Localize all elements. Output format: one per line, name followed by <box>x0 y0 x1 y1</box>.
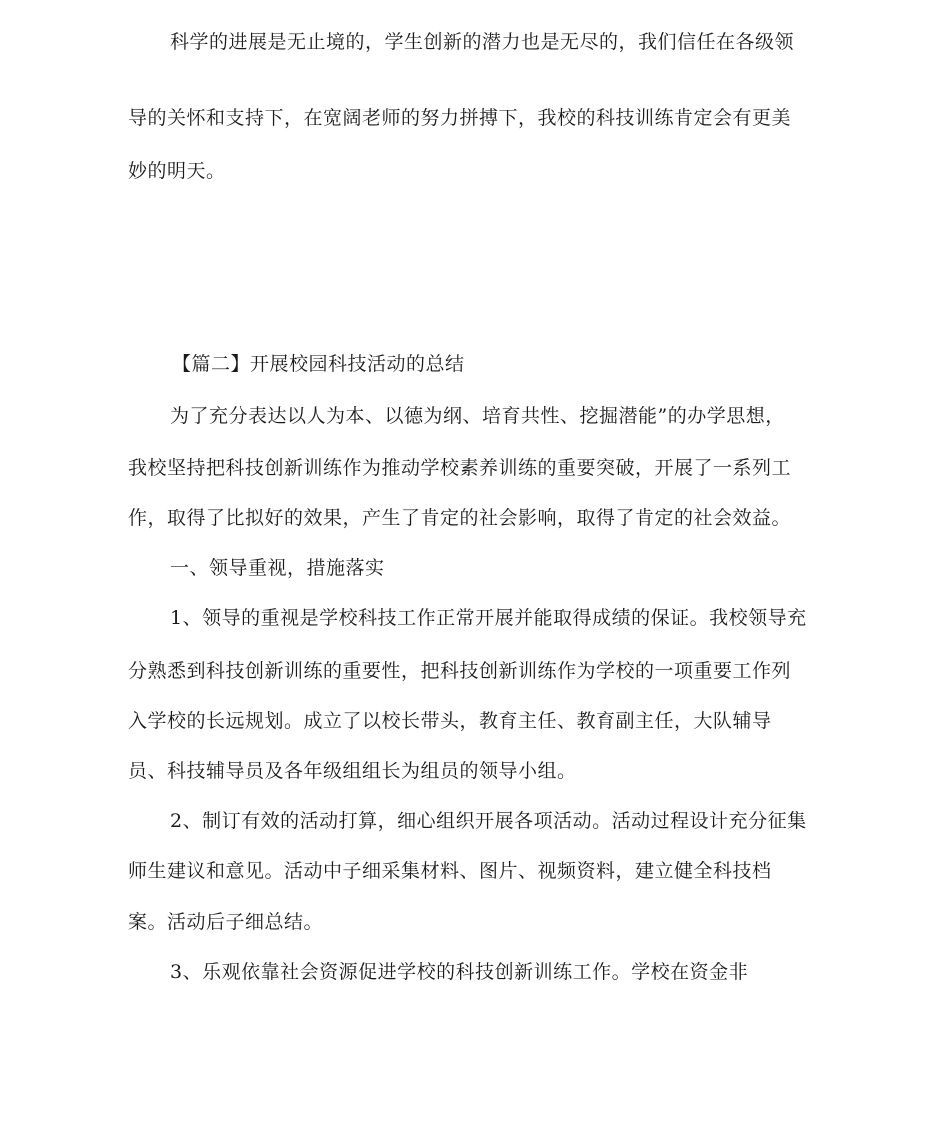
paragraph-line: 员、科技辅导员及各年级组组长为组员的领导小组。 <box>128 760 577 782</box>
paragraph-line: 3、乐观依靠社会资源促进学校的科技创新训练工作。学校在资金非 <box>170 961 749 983</box>
paragraph-line: 科学的进展是无止境的，学生创新的潜力也是无尽的，我们信任在各级领 <box>170 31 795 53</box>
paragraph-line: 我校坚持把科技创新训练作为推动学校素养训练的重要突破，开展了一系列工 <box>128 457 792 479</box>
paragraph-line: 案。活动后子细总结。 <box>128 911 324 933</box>
paragraph-line: 作，取得了比拟好的效果，产生了肯定的社会影响，取得了肯定的社会效益。 <box>128 507 792 529</box>
paragraph-line: 妙的明天。 <box>128 160 226 182</box>
paragraph-line: 导的关怀和支持下，在宽阔老师的努力拼搏下，我校的科技训练肯定会有更美 <box>128 107 792 129</box>
paragraph-line: 入学校的长远规划。成立了以校长带头，教育主任、教育副主任，大队辅导 <box>128 710 772 732</box>
paragraph-line: 2、制订有效的活动打算，细心组织开展各项活动。活动过程设计充分征集 <box>170 810 807 832</box>
paragraph-line: 分熟悉到科技创新训练的重要性，把科技创新训练作为学校的一项重要工作列 <box>128 660 792 682</box>
section-title: 【篇二】开展校园科技活动的总结 <box>172 353 465 375</box>
paragraph-line: 师生建议和意见。活动中子细采集材料、图片、视频资料，建立健全科技档 <box>128 860 772 882</box>
paragraph-line: 为了充分表达以人为本、以德为纲、培育共性、挖掘潜能”的办学思想， <box>170 405 785 427</box>
paragraph-line: 1、领导的重视是学校科技工作正常开展并能取得成绩的保证。我校领导充 <box>170 607 807 629</box>
subsection-title: 一、领导重视，措施落实 <box>170 557 385 579</box>
